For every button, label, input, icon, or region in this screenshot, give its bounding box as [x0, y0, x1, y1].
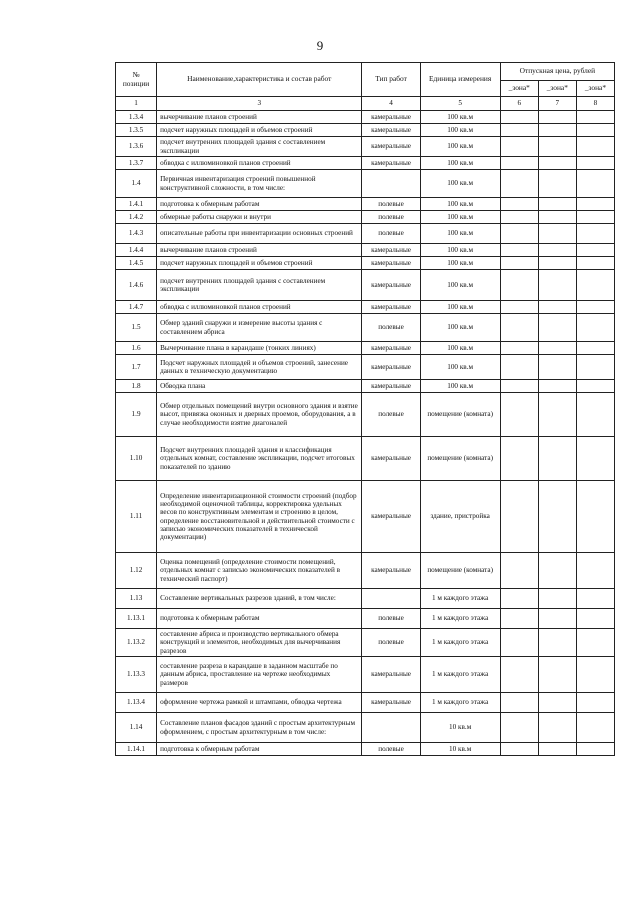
row-unit: 1 м каждого этажа [420, 609, 500, 629]
row-unit: 100 кв.м [420, 355, 500, 380]
row-name: обводка с иллюминовкой планов строений [157, 157, 362, 170]
row-price-zone-1 [500, 211, 538, 224]
row-unit: 100 кв.м [420, 342, 500, 355]
row-unit: помещение (комната) [420, 553, 500, 589]
row-price-zone-3 [576, 157, 614, 170]
row-unit: 100 кв.м [420, 198, 500, 211]
row-position: 1.13.3 [116, 657, 157, 693]
row-price-zone-1 [500, 137, 538, 157]
row-name: подготовка к обмерным работам [157, 198, 362, 211]
row-price-zone-2 [538, 198, 576, 211]
row-price-zone-1 [500, 713, 538, 743]
row-type: камеральные [362, 244, 420, 257]
header-price: Отпускная цена, рублей [500, 63, 614, 81]
row-name: подсчет наружных площадей и объемов строений [157, 124, 362, 137]
table-row [116, 589, 615, 609]
row-name: Определение инвентаризационной стоимости строений (подбор необходимой оценочной таблицы, корректировка удельных весов по конструктивным элементам и строению в целом, определение восстановительной и действительной стоимости с записью экономических показателей в технической документации) [157, 481, 362, 553]
table-row [116, 170, 615, 198]
row-position: 1.4 [116, 170, 157, 198]
row-name: Оценка помещений (определение стоимости помещений, отдельных комнат с записью экономических показателей в технический паспорт) [157, 553, 362, 589]
row-price-zone-2 [538, 301, 576, 314]
row-position: 1.14 [116, 713, 157, 743]
row-price-zone-2 [538, 713, 576, 743]
row-price-zone-1 [500, 743, 538, 756]
row-price-zone-2 [538, 437, 576, 481]
row-type: полевые [362, 224, 420, 244]
row-price-zone-3 [576, 481, 614, 553]
row-price-zone-3 [576, 553, 614, 589]
page-number: 9 [316, 38, 324, 53]
row-position: 1.3.5 [116, 124, 157, 137]
table-row [116, 211, 615, 224]
row-position: 1.4.1 [116, 198, 157, 211]
row-price-zone-1 [500, 589, 538, 609]
row-price-zone-2 [538, 137, 576, 157]
row-type: камеральные [362, 437, 420, 481]
row-type: камеральные [362, 301, 420, 314]
row-price-zone-1 [500, 342, 538, 355]
table-row [116, 137, 615, 157]
row-price-zone-1 [500, 224, 538, 244]
row-price-zone-3 [576, 224, 614, 244]
row-price-zone-2 [538, 170, 576, 198]
row-name: подсчет наружных площадей и объемов строений [157, 257, 362, 270]
row-price-zone-2 [538, 157, 576, 170]
row-price-zone-2 [538, 124, 576, 137]
row-position: 1.9 [116, 393, 157, 437]
header-zone: _зона* [500, 81, 538, 97]
row-type: полевые [362, 198, 420, 211]
row-unit: 100 кв.м [420, 257, 500, 270]
row-price-zone-2 [538, 657, 576, 693]
row-name: Вычерчивание плана в карандаше (тонких линиях) [157, 342, 362, 355]
row-type: камеральные [362, 380, 420, 393]
row-price-zone-3 [576, 437, 614, 481]
row-price-zone-1 [500, 629, 538, 657]
row-position: 1.4.5 [116, 257, 157, 270]
header-name: Наименование,характеристика и состав работ [157, 63, 362, 97]
column-number: 4 [362, 97, 420, 111]
row-type [362, 170, 420, 198]
row-type: камеральные [362, 355, 420, 380]
row-type: камеральные [362, 157, 420, 170]
row-unit: здание, пристройка [420, 481, 500, 553]
row-price-zone-3 [576, 393, 614, 437]
row-price-zone-1 [500, 157, 538, 170]
price-table [115, 62, 615, 756]
row-price-zone-1 [500, 657, 538, 693]
table-row [116, 629, 615, 657]
row-position: 1.3.6 [116, 137, 157, 157]
row-price-zone-1 [500, 481, 538, 553]
row-position: 1.7 [116, 355, 157, 380]
column-number: 6 [500, 97, 538, 111]
row-price-zone-3 [576, 137, 614, 157]
row-unit: помещение (комната) [420, 437, 500, 481]
table-row [116, 342, 615, 355]
row-unit: 1 м каждого этажа [420, 629, 500, 657]
row-unit: 1 м каждого этажа [420, 589, 500, 609]
row-unit: 100 кв.м [420, 314, 500, 342]
row-unit: 100 кв.м [420, 111, 500, 124]
row-price-zone-2 [538, 380, 576, 393]
row-price-zone-1 [500, 170, 538, 198]
row-price-zone-2 [538, 355, 576, 380]
table-row [116, 157, 615, 170]
row-name: Первичная инвентаризация строений повышенной конструктивной сложности, в том числе: [157, 170, 362, 198]
row-type: полевые [362, 629, 420, 657]
row-position: 1.3.4 [116, 111, 157, 124]
row-price-zone-3 [576, 111, 614, 124]
row-type: полевые [362, 743, 420, 756]
row-name: Обмер отдельных помещений внутри основного здания и взятие высот, привязка оконных и дверных проемов, оборудования, а в случае необходимости взятие диагоналей [157, 393, 362, 437]
row-type: полевые [362, 211, 420, 224]
row-price-zone-1 [500, 124, 538, 137]
row-name: обводка с иллюминовкой планов строений [157, 301, 362, 314]
row-unit: 100 кв.м [420, 137, 500, 157]
row-name: описательные работы при инвентаризации основных строений [157, 224, 362, 244]
header-zone: _зона* [538, 81, 576, 97]
table-row [116, 609, 615, 629]
table-row [116, 355, 615, 380]
row-unit: 100 кв.м [420, 211, 500, 224]
row-price-zone-2 [538, 270, 576, 301]
row-price-zone-3 [576, 355, 614, 380]
row-type: камеральные [362, 553, 420, 589]
row-name: составление разреза в карандаше в заданном масштабе по данным абриса, проставление на чертеже необходимых размеров [157, 657, 362, 693]
row-price-zone-3 [576, 198, 614, 211]
table-row [116, 111, 615, 124]
row-price-zone-1 [500, 437, 538, 481]
row-unit: 100 кв.м [420, 270, 500, 301]
row-position: 1.11 [116, 481, 157, 553]
row-position: 1.6 [116, 342, 157, 355]
row-type: камеральные [362, 137, 420, 157]
row-price-zone-3 [576, 380, 614, 393]
row-price-zone-3 [576, 589, 614, 609]
row-unit: 100 кв.м [420, 224, 500, 244]
table-row [116, 314, 615, 342]
table-row [116, 713, 615, 743]
table-row [116, 380, 615, 393]
row-price-zone-2 [538, 609, 576, 629]
row-name: Составление планов фасадов зданий с простым архитектурным оформлением, с простым архитектурным в том числе: [157, 713, 362, 743]
row-price-zone-2 [538, 244, 576, 257]
row-name: оформление чертежа рамкой и штампами, обводка чертежа [157, 693, 362, 713]
row-price-zone-3 [576, 342, 614, 355]
row-name: вычерчивание планов строений [157, 111, 362, 124]
row-position: 1.8 [116, 380, 157, 393]
header-unit: Единица измерения [420, 63, 500, 97]
row-type: камеральные [362, 257, 420, 270]
column-number: 8 [576, 97, 614, 111]
table-row [116, 743, 615, 756]
row-name: Составление вертикальных разрезов зданий, в том числе: [157, 589, 362, 609]
row-price-zone-1 [500, 257, 538, 270]
row-price-zone-3 [576, 657, 614, 693]
row-price-zone-2 [538, 629, 576, 657]
row-price-zone-2 [538, 342, 576, 355]
table-row [116, 301, 615, 314]
row-price-zone-3 [576, 124, 614, 137]
row-price-zone-1 [500, 693, 538, 713]
row-type: камеральные [362, 270, 420, 301]
row-position: 1.3.7 [116, 157, 157, 170]
row-position: 1.10 [116, 437, 157, 481]
row-price-zone-3 [576, 301, 614, 314]
row-unit: 100 кв.м [420, 157, 500, 170]
row-price-zone-2 [538, 211, 576, 224]
row-price-zone-1 [500, 301, 538, 314]
row-price-zone-2 [538, 553, 576, 589]
table-row [116, 553, 615, 589]
row-price-zone-2 [538, 224, 576, 244]
header-position: № позиции [116, 63, 157, 97]
table-row [116, 393, 615, 437]
row-type: камеральные [362, 342, 420, 355]
row-position: 1.4.4 [116, 244, 157, 257]
table-row [116, 244, 615, 257]
row-price-zone-2 [538, 314, 576, 342]
row-price-zone-2 [538, 393, 576, 437]
table-row [116, 198, 615, 211]
row-price-zone-2 [538, 693, 576, 713]
row-price-zone-1 [500, 270, 538, 301]
row-name: Обводка плана [157, 380, 362, 393]
row-price-zone-3 [576, 609, 614, 629]
row-price-zone-1 [500, 244, 538, 257]
row-unit: 10 кв.м [420, 743, 500, 756]
row-unit: 100 кв.м [420, 124, 500, 137]
row-type: камеральные [362, 657, 420, 693]
header-type: Тип работ [362, 63, 420, 97]
table-row [116, 124, 615, 137]
header-zone: _зона* [576, 81, 614, 97]
row-price-zone-3 [576, 270, 614, 301]
row-unit: 10 кв.м [420, 713, 500, 743]
row-price-zone-1 [500, 553, 538, 589]
table-row [116, 257, 615, 270]
row-type: полевые [362, 314, 420, 342]
row-unit: 100 кв.м [420, 301, 500, 314]
row-type [362, 713, 420, 743]
row-price-zone-2 [538, 111, 576, 124]
row-price-zone-3 [576, 170, 614, 198]
row-position: 1.13 [116, 589, 157, 609]
row-type: камеральные [362, 481, 420, 553]
row-price-zone-2 [538, 743, 576, 756]
row-price-zone-3 [576, 743, 614, 756]
row-price-zone-3 [576, 713, 614, 743]
row-name: подготовка к обмерным работам [157, 609, 362, 629]
row-name: подсчет внутренних площадей здания с составлением экспликации [157, 137, 362, 157]
row-price-zone-2 [538, 481, 576, 553]
row-price-zone-1 [500, 314, 538, 342]
table-row [116, 481, 615, 553]
row-price-zone-1 [500, 393, 538, 437]
row-price-zone-1 [500, 111, 538, 124]
table-row [116, 270, 615, 301]
row-position: 1.4.6 [116, 270, 157, 301]
row-name: составление абриса и производство вертикального обмера конструкций и элементов, необходимых для вычерчивания разрезов [157, 629, 362, 657]
row-position: 1.13.4 [116, 693, 157, 713]
row-position: 1.4.3 [116, 224, 157, 244]
row-price-zone-2 [538, 589, 576, 609]
column-number: 7 [538, 97, 576, 111]
row-name: Подсчет внутренних площадей здания и классификация отдельных комнат, составление экспликации, подсчет итоговых показателей по зданию [157, 437, 362, 481]
row-unit: 100 кв.м [420, 380, 500, 393]
column-number: 5 [420, 97, 500, 111]
column-number: 3 [157, 97, 362, 111]
row-price-zone-1 [500, 355, 538, 380]
row-position: 1.13.2 [116, 629, 157, 657]
row-type: камеральные [362, 693, 420, 713]
row-price-zone-3 [576, 693, 614, 713]
row-type: камеральные [362, 111, 420, 124]
row-name: подсчет внутренних площадей здания с составлением экспликации [157, 270, 362, 301]
row-type: камеральные [362, 124, 420, 137]
row-name: Подсчет наружных площадей и объемов строений, занесение данных в техническую документацию [157, 355, 362, 380]
row-price-zone-3 [576, 257, 614, 270]
row-type: полевые [362, 609, 420, 629]
column-number: 1 [116, 97, 157, 111]
row-price-zone-3 [576, 244, 614, 257]
row-price-zone-1 [500, 380, 538, 393]
row-position: 1.12 [116, 553, 157, 589]
row-unit: 100 кв.м [420, 244, 500, 257]
row-unit: 1 м каждого этажа [420, 693, 500, 713]
row-unit: 100 кв.м [420, 170, 500, 198]
table-row [116, 224, 615, 244]
row-name: обмерные работы снаружи и внутри [157, 211, 362, 224]
row-position: 1.14.1 [116, 743, 157, 756]
row-unit: помещение (комната) [420, 393, 500, 437]
row-unit: 1 м каждого этажа [420, 657, 500, 693]
row-position: 1.4.2 [116, 211, 157, 224]
table-row [116, 693, 615, 713]
table-row [116, 657, 615, 693]
table-row [116, 437, 615, 481]
row-price-zone-1 [500, 198, 538, 211]
row-position: 1.4.7 [116, 301, 157, 314]
row-name: вычерчивание планов строений [157, 244, 362, 257]
row-price-zone-2 [538, 257, 576, 270]
row-position: 1.13.1 [116, 609, 157, 629]
row-name: подготовка к обмерным работам [157, 743, 362, 756]
row-price-zone-3 [576, 211, 614, 224]
row-position: 1.5 [116, 314, 157, 342]
row-price-zone-3 [576, 629, 614, 657]
row-price-zone-1 [500, 609, 538, 629]
row-type: полевые [362, 393, 420, 437]
row-price-zone-3 [576, 314, 614, 342]
row-name: Обмер зданий снаружи и измерение высоты здания с составлением абриса [157, 314, 362, 342]
row-type [362, 589, 420, 609]
